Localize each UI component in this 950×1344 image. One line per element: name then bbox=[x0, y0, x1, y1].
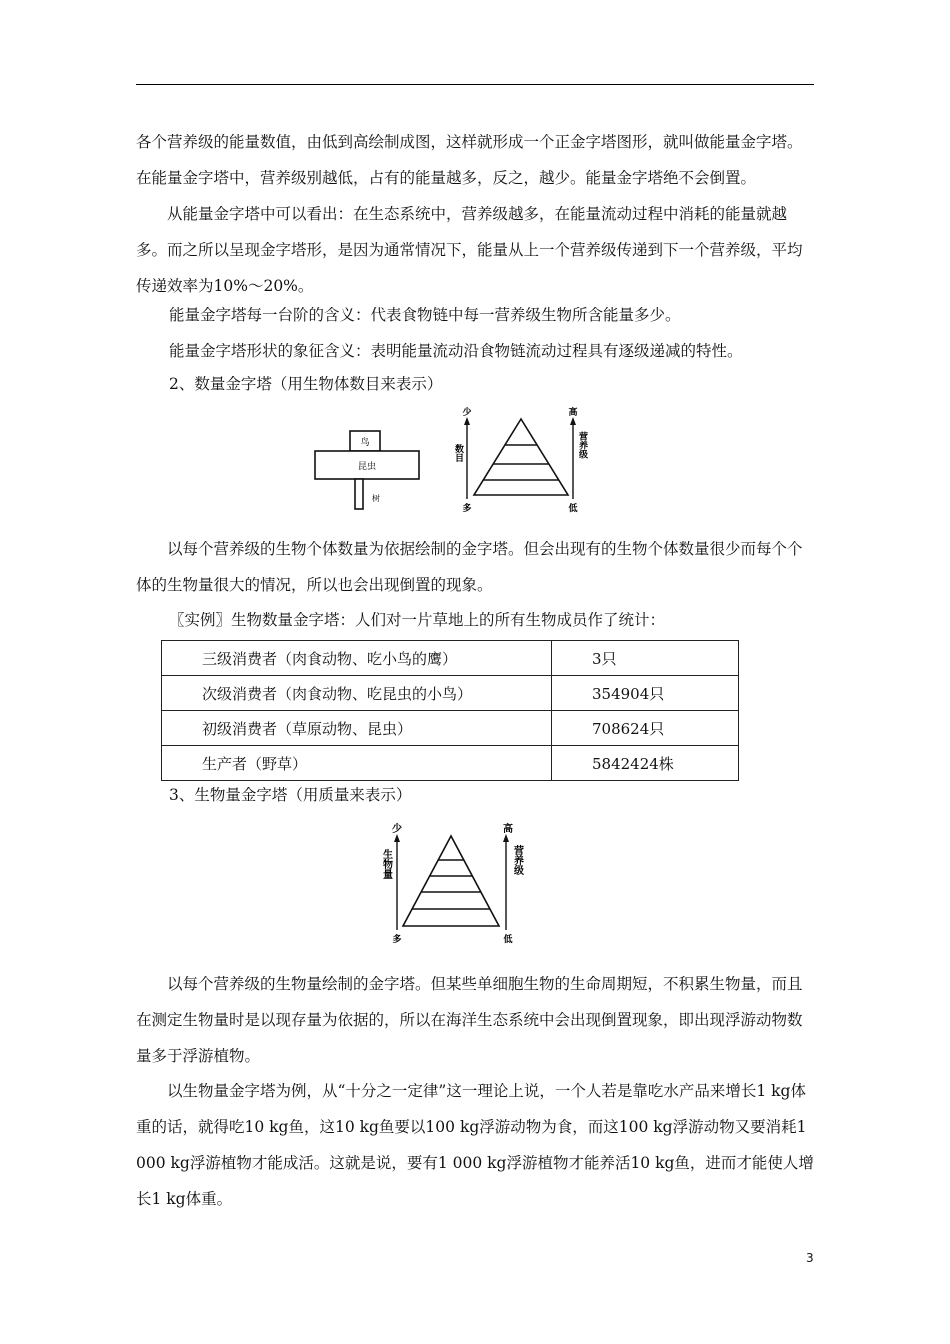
insect-label: 昆虫 bbox=[357, 462, 377, 472]
table-cell-value: 3只 bbox=[552, 641, 739, 676]
right-bottom-label: 低 bbox=[568, 504, 578, 514]
right-top-label: 高 bbox=[503, 824, 513, 835]
table-cell-value: 354904只 bbox=[552, 676, 739, 711]
heading-number-pyramid: 2、数量金字塔（用生物体数目来表示） bbox=[169, 375, 443, 393]
left-top-label: 少 bbox=[392, 824, 402, 835]
table-cell-label: 三级消费者（肉食动物、吃小鸟的鹰） bbox=[162, 641, 552, 676]
paragraph-example: 〖实例〗生物数量金字塔：人们对一片草地上的所有生物成员作了统计： bbox=[169, 611, 666, 629]
population-table bbox=[161, 640, 739, 781]
bird-label: 鸟 bbox=[360, 438, 370, 448]
right-axis-label: 营养级 bbox=[577, 431, 587, 459]
number-pyramid-figure bbox=[300, 405, 600, 517]
table-row bbox=[162, 711, 739, 746]
table-cell-label: 次级消费者（肉食动物、吃昆虫的小鸟） bbox=[162, 676, 552, 711]
table-cell-value: 708624只 bbox=[552, 711, 739, 746]
table-row bbox=[162, 676, 739, 711]
table-cell-value: 5842424株 bbox=[552, 746, 739, 781]
right-top-label: 高 bbox=[568, 408, 578, 418]
left-top-label: 少 bbox=[462, 408, 472, 418]
paragraph-tenth-law: 以生物量金字塔为例，从“十分之一定律”这一理论上说，一个人若是靠吃水产品来增长1 kg体重的话，就得吃10 kg鱼，这10 kg鱼要以100 kg浮游动物为食，而这100 kg浮游动物又要消耗1 000 kg浮游植物才能成活。这就是说，要有1 000 kg浮游植物才能养活10 kg鱼，进而才能使人增长1 kg体重。 bbox=[136, 1082, 814, 1208]
paragraph-shape-meaning: 能量金字塔形状的象征含义：表明能量流动沿食物链流动过程具有逐级递减的特性。 bbox=[169, 342, 743, 360]
number-pyramid bbox=[453, 406, 588, 514]
table-row bbox=[162, 641, 739, 676]
left-axis-label: 数目 bbox=[453, 444, 463, 462]
right-bottom-label: 低 bbox=[503, 935, 513, 944]
heading-biomass-pyramid: 3、生物量金字塔（用质量来表示） bbox=[169, 786, 412, 804]
table-row bbox=[162, 746, 739, 781]
header-rule bbox=[136, 84, 814, 85]
left-bottom-label: 多 bbox=[462, 504, 472, 514]
paragraph-step-meaning: 能量金字塔每一台阶的含义：代表食物链中每一营养级生物所含能量多少。 bbox=[169, 306, 681, 324]
tree-label: 树 bbox=[372, 494, 380, 503]
paragraph-energy-pyramid-shape: 从能量金字塔中可以看出：在生态系统中，营养级越多，在能量流动过程中消耗的能量就越多。而之所以呈现金字塔形，是因为通常情况下，能量从上一个营养级传递到下一个营养级，平均传递效率为10%～20%。 bbox=[136, 205, 803, 295]
right-axis-label: 营养级 bbox=[511, 845, 523, 875]
table-cell-label: 生产者（野草） bbox=[162, 746, 552, 781]
left-bottom-label: 多 bbox=[392, 935, 402, 944]
paragraph-number-pyramid: 以每个营养级的生物个体数量为依据绘制的金字塔。但会出现有的生物个体数量很少而每个个体的生物量很大的情况，所以也会出现倒置的现象。 bbox=[136, 540, 803, 594]
table-cell-label: 初级消费者（草原动物、昆虫） bbox=[162, 711, 552, 746]
left-axis-label: 生物量 bbox=[380, 849, 392, 879]
paragraph-energy-pyramid-def: 各个营养级的能量数值，由低到高绘制成图，这样就形成一个正金字塔图形，就叫做能量金字塔。在能量金字塔中，营养级别越低，占有的能量越多，反之，越少。能量金字塔绝不会倒置。 bbox=[136, 133, 803, 187]
tree-diagram bbox=[315, 431, 419, 509]
biomass-pyramid-figure bbox=[370, 822, 530, 944]
page-number: 3 bbox=[806, 1251, 814, 1265]
paragraph-biomass-pyramid: 以每个营养级的生物量绘制的金字塔。但某些单细胞生物的生命周期短，不积累生物量，而且在测定生物量时是以现存量为依据的，所以在海洋生态系统中会出现倒置现象，即出现浮游动物数量多于浮游植物。 bbox=[136, 975, 803, 1065]
